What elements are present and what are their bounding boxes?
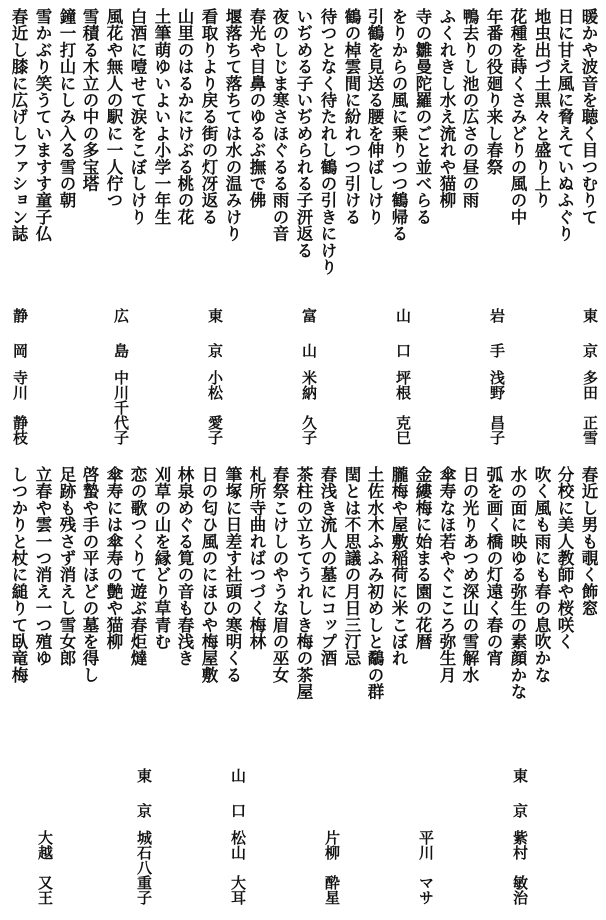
prefecture-char: 京 [581,343,599,358]
haiku-line: 引鶴を見送る腰を伸ばしけり [365,8,384,226]
haiku-line: 地虫出づ土黒々と盛り上り [532,8,551,209]
author-credit [580,308,600,458]
haiku-line: 分校に美人教師や桜咲く [555,466,574,650]
author-name: 松山 大耳 [229,830,247,905]
prefecture-char: 山 [229,768,247,783]
haiku-line: 日の匂ひ風のにほひや梅屋敷 [199,466,218,684]
prefecture-char: 京 [135,803,153,818]
haiku-line: 水の面に映ゆる弥生の素顔かな [508,466,527,700]
author-name: 城石八重子 [135,830,153,905]
haiku-line: 朧梅や屋敷稲荷に米こぼれ [389,466,408,667]
prefecture-char: 山 [300,343,318,358]
author-name: 浅野 昌子 [488,370,506,445]
haiku-line: 土筆萌ゆいよいよ小学一年生 [152,8,171,226]
author-name: 大越 又王 [36,830,54,905]
haiku-line: 風花や無人の駅に一人佇つ [104,8,123,209]
prefecture-char: 口 [229,803,247,818]
haiku-line: 札所寺曲ればつづく梅林 [247,466,266,650]
haiku-line: 刈草の山を縁どり草青む [152,466,171,650]
author-credit [299,308,319,458]
haiku-line: 茶柱の立ちてうれしき梅の茶屋 [294,466,313,700]
haiku-line: 春近し膝に広げしファション誌 [9,8,28,242]
prefecture-char: 京 [511,803,529,818]
haiku-line: 暖かや波音を聴く目つむりて [579,8,598,226]
author-credit [510,768,530,918]
author-credit [416,768,436,918]
haiku-line: 年番の役廻り来し春祭 [484,8,503,175]
prefecture-char: 岩 [488,308,506,323]
haiku-line: 雪積る木立の中の多宝塔 [80,8,99,192]
haiku-line: 白酒に噎せて涙をこぼしけり [128,8,147,226]
haiku-line: しつかりと杖に縋りて臥竜梅 [9,466,28,684]
author-name: 紫村 敏治 [511,830,529,905]
haiku-line: 春祭こけしのやうな眉の巫女 [270,466,289,684]
author-credit [393,308,413,458]
haiku-line: 筆塚に日差す社頭の寒明くる [223,466,242,684]
prefecture-char: 口 [394,343,412,358]
haiku-line: 弧を画く橋の灯遠く春の宵 [484,466,503,667]
haiku-line: 傘寿なほ若やぐこころ弥生月 [437,466,456,684]
author-name: 坪根 克巳 [394,370,412,445]
author-name: 片柳 酔星 [323,830,341,905]
haiku-line: 閏とは不思議の月日三汀忌 [342,466,361,667]
haiku-line: 雪かぶり笑うていますす童子仏 [33,8,52,242]
haiku-line: 足跡も残さず消えし雪女郎 [57,466,76,667]
haiku-line: 恋の歌つくりて遊ぶ春炬燵 [128,466,147,667]
haiku-line: 鴨去りし池の広さの昼の雨 [460,8,479,209]
haiku-line: をりからの風に乗りつつ鶴帰る [389,8,408,242]
haiku-line: 山里のはるかにけぶる桃の花 [175,8,194,226]
haiku-line: 土佐水木ふふみ初めしと鷸の群 [365,466,384,700]
author-name: 平川 マサ [417,830,435,905]
prefecture-char: 島 [112,343,130,358]
haiku-line: 看取りより戻る街の灯冴返る [199,8,218,226]
author-name: 寺川 静枝 [11,370,29,445]
haiku-line: 春浅き流人の墓にコップ酒 [318,466,337,667]
haiku-line: 寺の雛曼陀羅のごと並べらる [413,8,432,226]
author-credit [205,308,225,458]
haiku-line: 花種を蒔くさみどりの風の中 [508,8,527,226]
author-name: 小松 愛子 [206,370,224,445]
prefecture-char: 広 [112,308,130,323]
haiku-line: 立春や雲一つ消え一つ殖ゆ [33,466,52,667]
author-credit [35,768,55,918]
author-credit [10,308,30,458]
haiku-line: 吹く風も雨にも春の息吹かな [532,466,551,684]
haiku-line: 林泉めぐる筧の音も春浅き [175,466,194,667]
haiku-line: 鶴の棹雲間に紛れつつ引ける [342,8,361,226]
prefecture-char: 岡 [11,343,29,358]
haiku-line: 夜のしじま寒さほぐるる雨の音 [270,8,289,242]
author-credit [487,308,507,458]
prefecture-char: 静 [11,308,29,323]
haiku-line: 鐘一打山にしみ入る雪の朝 [57,8,76,209]
prefecture-char: 手 [488,343,506,358]
haiku-line: 堰落ちて落ちては水の温みけり [223,8,242,242]
prefecture-char: 東 [206,308,224,323]
haiku-line: 金縷梅に始まる園の花暦 [413,466,432,650]
prefecture-char: 京 [206,343,224,358]
author-credit [134,768,154,918]
haiku-line: ふくれきし水え流れや猫柳 [437,8,456,209]
prefecture-char: 東 [581,308,599,323]
author-credit [322,768,342,918]
prefecture-char: 東 [511,768,529,783]
haiku-line: 待つとなく待たれし鶴の引きにけり [318,8,337,276]
author-name: 米納 久子 [300,370,318,445]
prefecture-char: 東 [135,768,153,783]
prefecture-char: 山 [394,308,412,323]
haiku-line: 日に甘え風に脅えていぬふぐり [555,8,574,242]
author-name: 中川千代子 [112,370,130,445]
haiku-line: 傘寿には傘寿の艶や猫柳 [104,466,123,650]
haiku-line: 春光や目鼻のゆるぶ撫で佛 [247,8,266,209]
author-credit [111,308,131,458]
haiku-line: 春近し男も覗く飾窓 [579,466,598,617]
author-credit [228,768,248,918]
prefecture-char: 富 [300,308,318,323]
haiku-line: 啓蟄や手の平ほどの墓を得し [80,466,99,684]
haiku-line: いぢめる子いぢめられる子汧返る [294,8,313,259]
author-name: 多田 正雪 [581,370,599,445]
haiku-line: 日の光りあつめ深山の雪解水 [460,466,479,684]
